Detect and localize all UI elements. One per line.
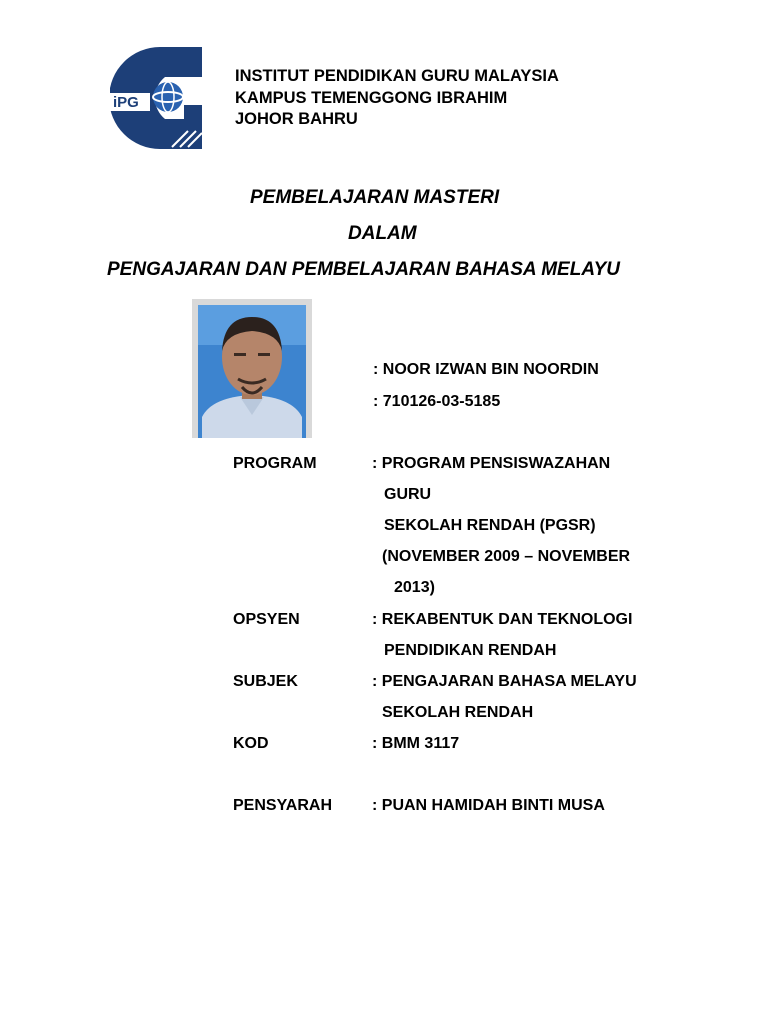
title-line-1: PEMBELAJARAN MASTERI [250,187,500,208]
student-name: : NOOR IZWAN BIN NOORDIN [373,361,599,378]
opsyen-label: OPSYEN [233,611,300,628]
subjek-value-line-2: SEKOLAH RENDAH [382,704,534,721]
subjek-value: : PENGAJARAN BAHASA MELAYU [372,673,637,690]
opsyen-value: : REKABENTUK DAN TEKNOLOGI [372,611,633,628]
institution-name: INSTITUT PENDIDIKAN GURU MALAYSIA [235,67,559,85]
kod-label: KOD [233,735,269,752]
program-label: PROGRAM [233,455,317,472]
pensyarah-label: PENSYARAH [233,797,332,814]
campus-location: JOHOR BAHRU [235,110,358,128]
title-line-2: DALAM [348,223,417,244]
program-value-line-2: GURU [384,486,432,503]
title-line-3: PENGAJARAN DAN PEMBELAJARAN BAHASA MELAYU [107,259,621,280]
svg-text:iPG: iPG [113,94,139,111]
student-photo [192,299,312,438]
subjek-label: SUBJEK [233,673,298,690]
campus-name: KAMPUS TEMENGGONG IBRAHIM [235,88,508,107]
student-id: : 710126-03-5185 [373,393,501,410]
kod-value: : BMM 3117 [372,735,460,752]
program-value: : PROGRAM PENSISWAZAHAN [372,455,611,472]
program-value-line-3: SEKOLAH RENDAH (PGSR) [384,517,596,534]
ipg-logo [110,47,202,149]
program-value-line-4: (NOVEMBER 2009 – NOVEMBER [382,548,631,565]
institution-header [235,66,559,131]
pensyarah-value: : PUAN HAMIDAH BINTI MUSA [372,797,605,814]
program-value-line-5: 2013) [394,579,435,596]
opsyen-value-line-2: PENDIDIKAN RENDAH [384,642,557,659]
